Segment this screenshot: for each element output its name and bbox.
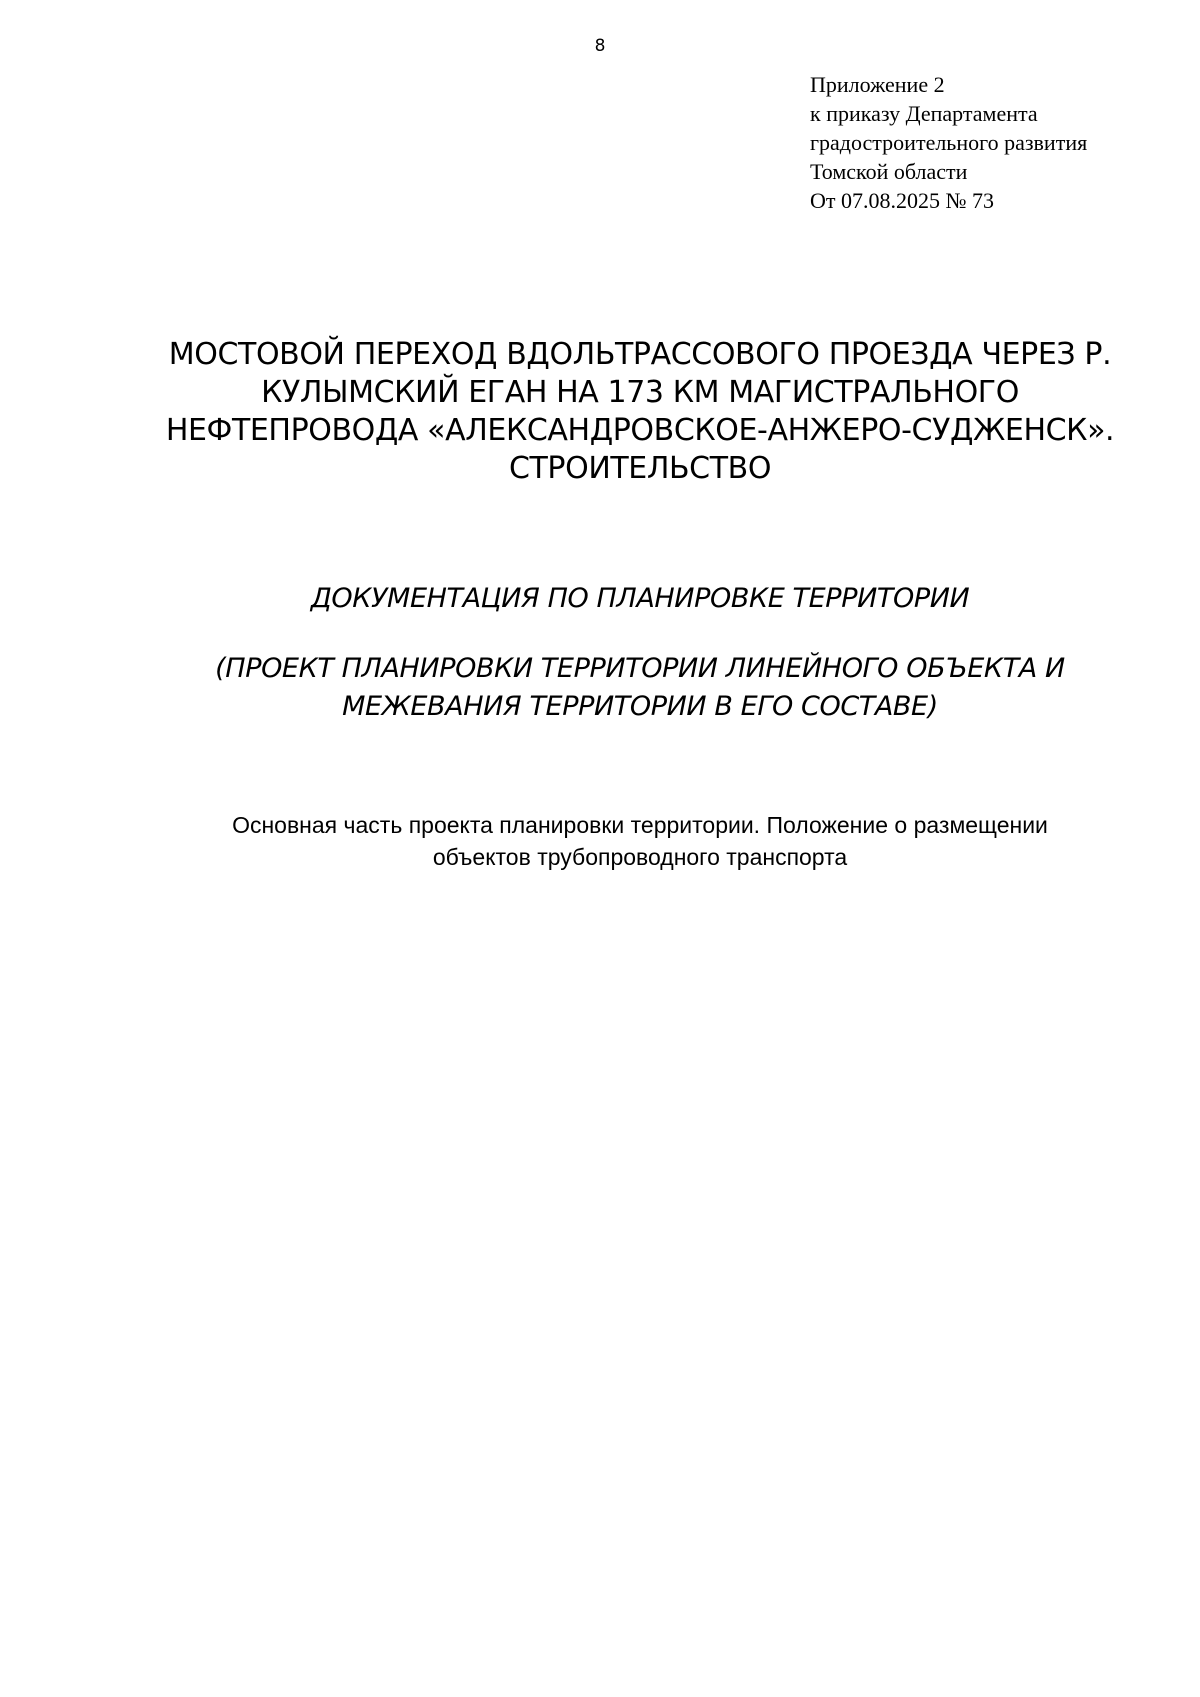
document-subtype-heading [90, 650, 1190, 726]
part-title [90, 809, 1190, 873]
document-subtype-line: МЕЖЕВАНИЯ ТЕРРИТОРИИ В ЕГО СОСТАВЕ) [342, 691, 938, 722]
main-title-line: МОСТОВОЙ ПЕРЕХОД ВДОЛЬТРАССОВОГО ПРОЕЗДА ЧЕРЕЗ Р. [168, 337, 1112, 372]
main-title-line: КУЛЫМСКИЙ ЕГАН НА 173 КМ МАГИСТРАЛЬНОГО [261, 375, 1019, 410]
appendix-line: к приказу Департамента [810, 101, 1038, 126]
appendix-line: Томской области [810, 159, 968, 184]
appendix-line: градостроительного развития [810, 130, 1088, 155]
appendix-block [810, 70, 1190, 215]
part-title-line: Основная часть проекта планировки территории. Положение о размещении [232, 812, 1048, 838]
appendix-line: Приложение 2 [810, 72, 945, 97]
document-type-heading: ДОКУМЕНТАЦИЯ ПО ПЛАНИРОВКЕ ТЕРРИТОРИИ [310, 583, 970, 614]
main-title-line: СТРОИТЕЛЬСТВО [508, 451, 772, 486]
part-title-line: объектов трубопроводного транспорта [432, 844, 848, 870]
page-number: 8 [594, 36, 606, 56]
main-title-line: НЕФТЕПРОВОДА «АЛЕКСАНДРОВСКОЕ-АНЖЕРО-СУДЖЕНСК». [165, 413, 1115, 448]
appendix-line: От 07.08.2025 № 73 [810, 188, 994, 213]
document-subtype-line: (ПРОЕКТ ПЛАНИРОВКИ ТЕРРИТОРИИ ЛИНЕЙНОГО ОБЪЕКТА И [215, 653, 1065, 684]
main-title [90, 336, 1190, 488]
